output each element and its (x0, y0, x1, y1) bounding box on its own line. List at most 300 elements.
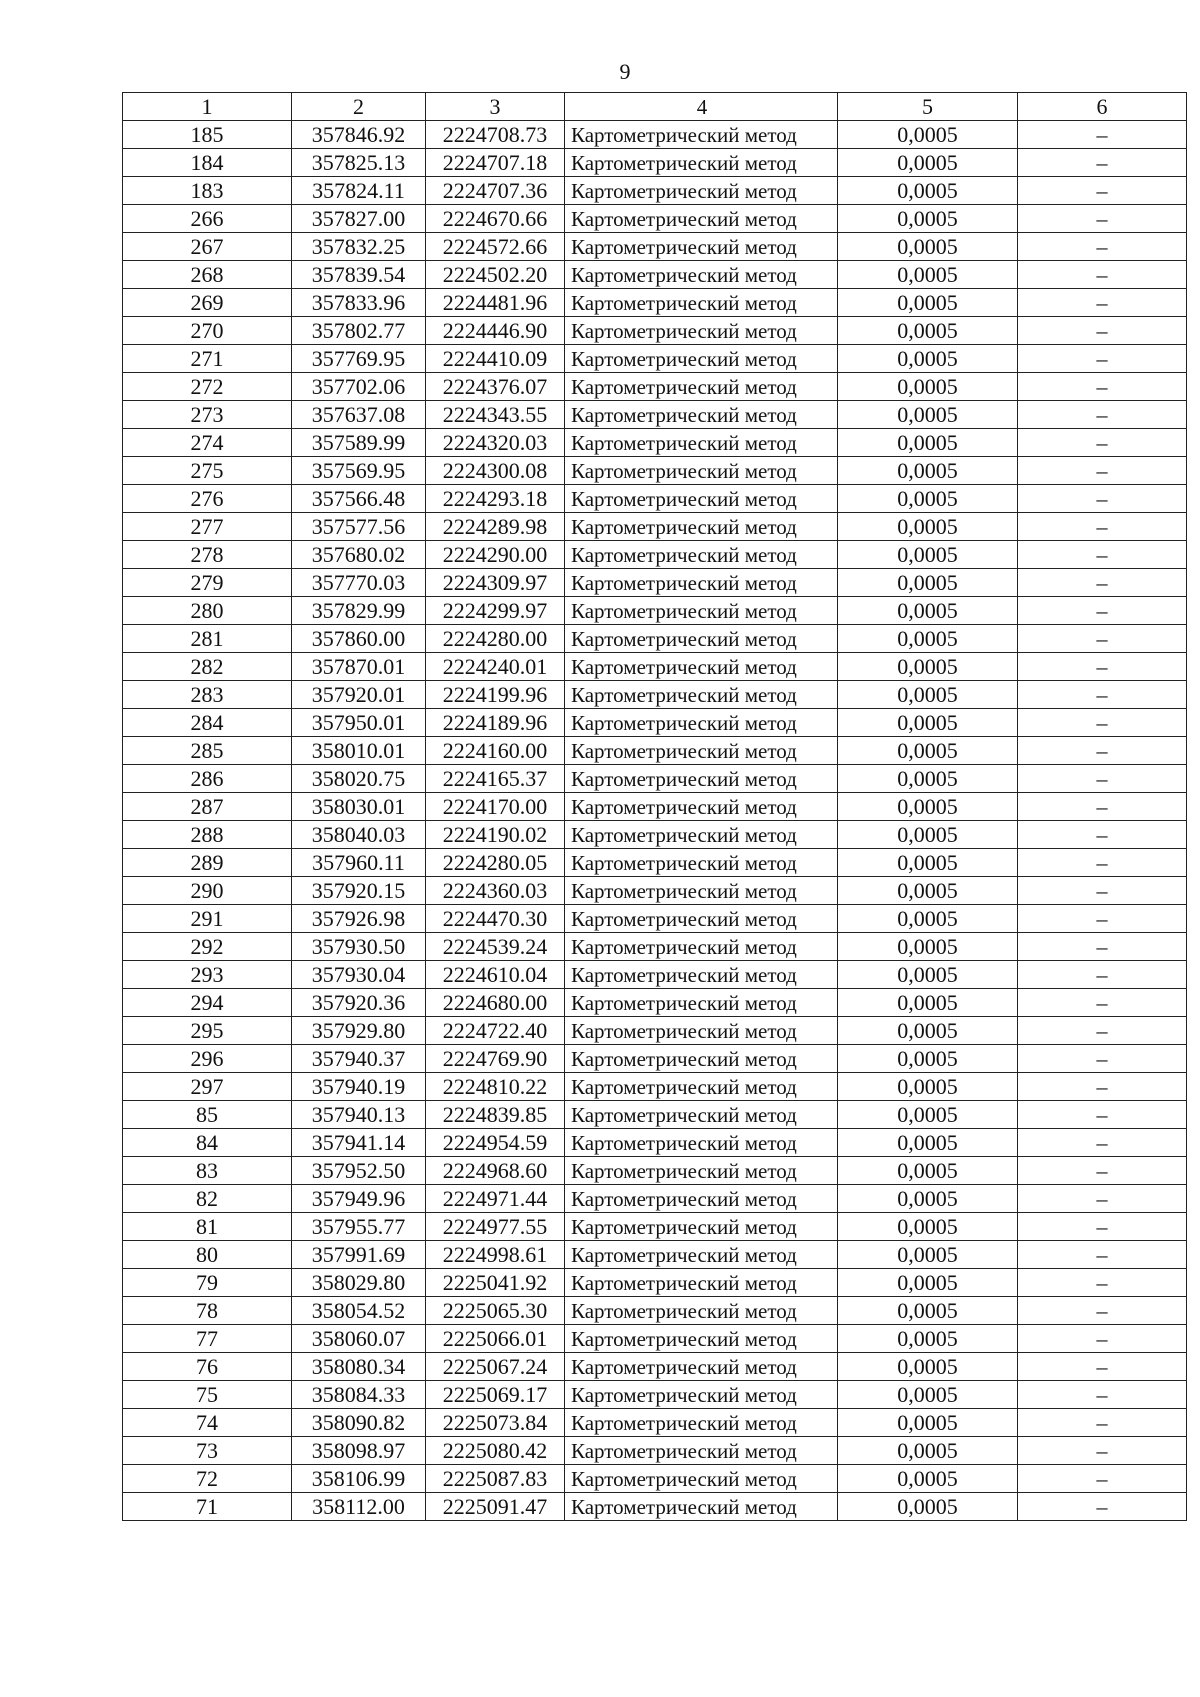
method-cell: Картометрический метод (565, 1437, 838, 1465)
description-cell: – (1018, 793, 1187, 821)
accuracy-cell: 0,0005 (838, 793, 1018, 821)
x-coordinate-cell: 357589.99 (292, 429, 426, 457)
table-row (123, 205, 1187, 233)
table-row (123, 401, 1187, 429)
y-coordinate-cell: 2224343.55 (426, 401, 565, 429)
x-coordinate-cell: 357702.06 (292, 373, 426, 401)
accuracy-cell: 0,0005 (838, 1437, 1018, 1465)
point-number-cell: 272 (123, 373, 292, 401)
description-cell: – (1018, 149, 1187, 177)
x-coordinate-cell: 357825.13 (292, 149, 426, 177)
method-cell: Картометрический метод (565, 1381, 838, 1409)
y-coordinate-cell: 2224707.18 (426, 149, 565, 177)
y-coordinate-cell: 2224300.08 (426, 457, 565, 485)
method-cell: Картометрический метод (565, 121, 838, 149)
x-coordinate-cell: 357940.19 (292, 1073, 426, 1101)
y-coordinate-cell: 2224470.30 (426, 905, 565, 933)
accuracy-cell: 0,0005 (838, 1101, 1018, 1129)
method-cell: Картометрический метод (565, 1129, 838, 1157)
method-cell: Картометрический метод (565, 653, 838, 681)
table-row (123, 233, 1187, 261)
accuracy-cell: 0,0005 (838, 485, 1018, 513)
y-coordinate-cell: 2224722.40 (426, 1017, 565, 1045)
description-cell: – (1018, 1437, 1187, 1465)
x-coordinate-cell: 357926.98 (292, 905, 426, 933)
method-cell: Картометрический метод (565, 1157, 838, 1185)
description-cell: – (1018, 653, 1187, 681)
table-row (123, 1297, 1187, 1325)
point-number-cell: 287 (123, 793, 292, 821)
y-coordinate-cell: 2224280.05 (426, 849, 565, 877)
accuracy-cell: 0,0005 (838, 1325, 1018, 1353)
accuracy-cell: 0,0005 (838, 1017, 1018, 1045)
description-cell: – (1018, 345, 1187, 373)
header-row (123, 93, 1187, 121)
description-cell: – (1018, 877, 1187, 905)
table-row (123, 1409, 1187, 1437)
y-coordinate-cell: 2224610.04 (426, 961, 565, 989)
point-number-cell: 297 (123, 1073, 292, 1101)
table-row (123, 625, 1187, 653)
y-coordinate-cell: 2224680.00 (426, 989, 565, 1017)
description-cell: – (1018, 1409, 1187, 1437)
x-coordinate-cell: 357770.03 (292, 569, 426, 597)
method-cell: Картометрический метод (565, 709, 838, 737)
table-row (123, 569, 1187, 597)
table-row (123, 1157, 1187, 1185)
accuracy-cell: 0,0005 (838, 177, 1018, 205)
method-cell: Картометрический метод (565, 933, 838, 961)
table-row (123, 709, 1187, 737)
description-cell: – (1018, 373, 1187, 401)
accuracy-cell: 0,0005 (838, 149, 1018, 177)
y-coordinate-cell: 2225080.42 (426, 1437, 565, 1465)
table-row (123, 849, 1187, 877)
accuracy-cell: 0,0005 (838, 877, 1018, 905)
description-cell: – (1018, 625, 1187, 653)
point-number-cell: 270 (123, 317, 292, 345)
accuracy-cell: 0,0005 (838, 205, 1018, 233)
y-coordinate-cell: 2224769.90 (426, 1045, 565, 1073)
description-cell: – (1018, 765, 1187, 793)
description-cell: – (1018, 849, 1187, 877)
method-cell: Картометрический метод (565, 905, 838, 933)
point-number-cell: 289 (123, 849, 292, 877)
description-cell: – (1018, 205, 1187, 233)
accuracy-cell: 0,0005 (838, 961, 1018, 989)
table-row (123, 1213, 1187, 1241)
method-cell: Картометрический метод (565, 541, 838, 569)
y-coordinate-cell: 2224280.00 (426, 625, 565, 653)
point-number-cell: 83 (123, 1157, 292, 1185)
description-cell: – (1018, 541, 1187, 569)
description-cell: – (1018, 1213, 1187, 1241)
method-cell: Картометрический метод (565, 1185, 838, 1213)
method-cell: Картометрический метод (565, 1045, 838, 1073)
method-cell: Картометрический метод (565, 765, 838, 793)
x-coordinate-cell: 358112.00 (292, 1493, 426, 1521)
table-row (123, 177, 1187, 205)
description-cell: – (1018, 1129, 1187, 1157)
point-number-cell: 278 (123, 541, 292, 569)
description-cell: – (1018, 485, 1187, 513)
y-coordinate-cell: 2224977.55 (426, 1213, 565, 1241)
method-cell: Картометрический метод (565, 345, 838, 373)
table-row (123, 1353, 1187, 1381)
y-coordinate-cell: 2225067.24 (426, 1353, 565, 1381)
y-coordinate-cell: 2224968.60 (426, 1157, 565, 1185)
y-coordinate-cell: 2224199.96 (426, 681, 565, 709)
table-row (123, 289, 1187, 317)
accuracy-cell: 0,0005 (838, 1241, 1018, 1269)
y-coordinate-cell: 2224190.02 (426, 821, 565, 849)
point-number-cell: 78 (123, 1297, 292, 1325)
table-row (123, 765, 1187, 793)
method-cell: Картометрический метод (565, 1073, 838, 1101)
description-cell: – (1018, 1325, 1187, 1353)
accuracy-cell: 0,0005 (838, 1269, 1018, 1297)
accuracy-cell: 0,0005 (838, 1465, 1018, 1493)
table-row (123, 877, 1187, 905)
accuracy-cell: 0,0005 (838, 765, 1018, 793)
point-number-cell: 82 (123, 1185, 292, 1213)
point-number-cell: 266 (123, 205, 292, 233)
accuracy-cell: 0,0005 (838, 121, 1018, 149)
x-coordinate-cell: 357920.01 (292, 681, 426, 709)
table-row (123, 1101, 1187, 1129)
description-cell: – (1018, 401, 1187, 429)
description-cell: – (1018, 709, 1187, 737)
description-cell: – (1018, 905, 1187, 933)
accuracy-cell: 0,0005 (838, 345, 1018, 373)
column-header-5: 5 (838, 93, 1018, 121)
x-coordinate-cell: 357940.37 (292, 1045, 426, 1073)
table-row (123, 149, 1187, 177)
method-cell: Картометрический метод (565, 1101, 838, 1129)
x-coordinate-cell: 357832.25 (292, 233, 426, 261)
y-coordinate-cell: 2224360.03 (426, 877, 565, 905)
table-row (123, 653, 1187, 681)
x-coordinate-cell: 357769.95 (292, 345, 426, 373)
point-number-cell: 73 (123, 1437, 292, 1465)
point-number-cell: 273 (123, 401, 292, 429)
table-row (123, 905, 1187, 933)
y-coordinate-cell: 2225087.83 (426, 1465, 565, 1493)
column-header-2: 2 (292, 93, 426, 121)
point-number-cell: 183 (123, 177, 292, 205)
table-row (123, 793, 1187, 821)
accuracy-cell: 0,0005 (838, 429, 1018, 457)
point-number-cell: 294 (123, 989, 292, 1017)
y-coordinate-cell: 2224240.01 (426, 653, 565, 681)
accuracy-cell: 0,0005 (838, 541, 1018, 569)
accuracy-cell: 0,0005 (838, 373, 1018, 401)
description-cell: – (1018, 289, 1187, 317)
table-row (123, 989, 1187, 1017)
table-row (123, 513, 1187, 541)
x-coordinate-cell: 358080.34 (292, 1353, 426, 1381)
y-coordinate-cell: 2224160.00 (426, 737, 565, 765)
table-row (123, 1241, 1187, 1269)
y-coordinate-cell: 2224810.22 (426, 1073, 565, 1101)
y-coordinate-cell: 2224189.96 (426, 709, 565, 737)
accuracy-cell: 0,0005 (838, 737, 1018, 765)
column-header-6: 6 (1018, 93, 1187, 121)
accuracy-cell: 0,0005 (838, 289, 1018, 317)
accuracy-cell: 0,0005 (838, 849, 1018, 877)
table-row (123, 1073, 1187, 1101)
x-coordinate-cell: 357833.96 (292, 289, 426, 317)
description-cell: – (1018, 1493, 1187, 1521)
method-cell: Картометрический метод (565, 569, 838, 597)
y-coordinate-cell: 2224170.00 (426, 793, 565, 821)
y-coordinate-cell: 2224290.00 (426, 541, 565, 569)
page-number: 9 (619, 59, 631, 84)
x-coordinate-cell: 357920.36 (292, 989, 426, 1017)
description-cell: – (1018, 1185, 1187, 1213)
accuracy-cell: 0,0005 (838, 1157, 1018, 1185)
x-coordinate-cell: 357860.00 (292, 625, 426, 653)
point-number-cell: 281 (123, 625, 292, 653)
description-cell: – (1018, 737, 1187, 765)
x-coordinate-cell: 357680.02 (292, 541, 426, 569)
table-row (123, 345, 1187, 373)
y-coordinate-cell: 2225066.01 (426, 1325, 565, 1353)
description-cell: – (1018, 933, 1187, 961)
accuracy-cell: 0,0005 (838, 933, 1018, 961)
y-coordinate-cell: 2224670.66 (426, 205, 565, 233)
point-number-cell: 280 (123, 597, 292, 625)
method-cell: Картометрический метод (565, 1325, 838, 1353)
y-coordinate-cell: 2225069.17 (426, 1381, 565, 1409)
description-cell: – (1018, 317, 1187, 345)
x-coordinate-cell: 358030.01 (292, 793, 426, 821)
x-coordinate-cell: 357577.56 (292, 513, 426, 541)
table-row (123, 457, 1187, 485)
point-number-cell: 74 (123, 1409, 292, 1437)
description-cell: – (1018, 1017, 1187, 1045)
point-number-cell: 293 (123, 961, 292, 989)
x-coordinate-cell: 357930.04 (292, 961, 426, 989)
point-number-cell: 292 (123, 933, 292, 961)
accuracy-cell: 0,0005 (838, 1297, 1018, 1325)
x-coordinate-cell: 357824.11 (292, 177, 426, 205)
column-header-3: 3 (426, 93, 565, 121)
y-coordinate-cell: 2224539.24 (426, 933, 565, 961)
accuracy-cell: 0,0005 (838, 625, 1018, 653)
table-row (123, 317, 1187, 345)
table-body (123, 121, 1187, 1521)
description-cell: – (1018, 513, 1187, 541)
y-coordinate-cell: 2225041.92 (426, 1269, 565, 1297)
y-coordinate-cell: 2224165.37 (426, 765, 565, 793)
y-coordinate-cell: 2224289.98 (426, 513, 565, 541)
column-header-1: 1 (123, 93, 292, 121)
description-cell: – (1018, 1353, 1187, 1381)
point-number-cell: 291 (123, 905, 292, 933)
x-coordinate-cell: 357566.48 (292, 485, 426, 513)
description-cell: – (1018, 1073, 1187, 1101)
table-header (123, 93, 1187, 121)
point-number-cell: 282 (123, 653, 292, 681)
table-row (123, 1493, 1187, 1521)
x-coordinate-cell: 357829.99 (292, 597, 426, 625)
x-coordinate-cell: 357941.14 (292, 1129, 426, 1157)
accuracy-cell: 0,0005 (838, 1409, 1018, 1437)
method-cell: Картометрический метод (565, 513, 838, 541)
point-number-cell: 286 (123, 765, 292, 793)
x-coordinate-cell: 357950.01 (292, 709, 426, 737)
method-cell: Картометрический метод (565, 205, 838, 233)
description-cell: – (1018, 989, 1187, 1017)
x-coordinate-cell: 357930.50 (292, 933, 426, 961)
y-coordinate-cell: 2224708.73 (426, 121, 565, 149)
method-cell: Картометрический метод (565, 821, 838, 849)
method-cell: Картометрический метод (565, 429, 838, 457)
description-cell: – (1018, 597, 1187, 625)
y-coordinate-cell: 2224998.61 (426, 1241, 565, 1269)
method-cell: Картометрический метод (565, 1269, 838, 1297)
accuracy-cell: 0,0005 (838, 709, 1018, 737)
accuracy-cell: 0,0005 (838, 681, 1018, 709)
accuracy-cell: 0,0005 (838, 1073, 1018, 1101)
table-row (123, 1017, 1187, 1045)
point-number-cell: 268 (123, 261, 292, 289)
x-coordinate-cell: 357949.96 (292, 1185, 426, 1213)
point-number-cell: 267 (123, 233, 292, 261)
accuracy-cell: 0,0005 (838, 1045, 1018, 1073)
x-coordinate-cell: 357802.77 (292, 317, 426, 345)
method-cell: Картометрический метод (565, 793, 838, 821)
x-coordinate-cell: 358020.75 (292, 765, 426, 793)
y-coordinate-cell: 2224707.36 (426, 177, 565, 205)
method-cell: Картометрический метод (565, 149, 838, 177)
x-coordinate-cell: 358090.82 (292, 1409, 426, 1437)
table-row (123, 821, 1187, 849)
column-header-4: 4 (565, 93, 838, 121)
point-number-cell: 81 (123, 1213, 292, 1241)
y-coordinate-cell: 2225073.84 (426, 1409, 565, 1437)
method-cell: Картометрический метод (565, 457, 838, 485)
table-row (123, 737, 1187, 765)
table-row (123, 121, 1187, 149)
description-cell: – (1018, 1381, 1187, 1409)
description-cell: – (1018, 261, 1187, 289)
accuracy-cell: 0,0005 (838, 569, 1018, 597)
table-row (123, 681, 1187, 709)
x-coordinate-cell: 357920.15 (292, 877, 426, 905)
method-cell: Картометрический метод (565, 317, 838, 345)
point-number-cell: 84 (123, 1129, 292, 1157)
accuracy-cell: 0,0005 (838, 989, 1018, 1017)
x-coordinate-cell: 357940.13 (292, 1101, 426, 1129)
description-cell: – (1018, 121, 1187, 149)
table-row (123, 1381, 1187, 1409)
point-number-cell: 75 (123, 1381, 292, 1409)
method-cell: Картометрический метод (565, 1241, 838, 1269)
point-number-cell: 296 (123, 1045, 292, 1073)
description-cell: – (1018, 1157, 1187, 1185)
x-coordinate-cell: 358010.01 (292, 737, 426, 765)
table-row (123, 485, 1187, 513)
x-coordinate-cell: 357569.95 (292, 457, 426, 485)
description-cell: – (1018, 681, 1187, 709)
y-coordinate-cell: 2224481.96 (426, 289, 565, 317)
method-cell: Картометрический метод (565, 1017, 838, 1045)
accuracy-cell: 0,0005 (838, 1213, 1018, 1241)
table-row (123, 597, 1187, 625)
method-cell: Картометрический метод (565, 485, 838, 513)
description-cell: – (1018, 177, 1187, 205)
x-coordinate-cell: 357870.01 (292, 653, 426, 681)
x-coordinate-cell: 358054.52 (292, 1297, 426, 1325)
y-coordinate-cell: 2224954.59 (426, 1129, 565, 1157)
description-cell: – (1018, 1465, 1187, 1493)
description-cell: – (1018, 1045, 1187, 1073)
table-row (123, 933, 1187, 961)
accuracy-cell: 0,0005 (838, 653, 1018, 681)
point-number-cell: 284 (123, 709, 292, 737)
accuracy-cell: 0,0005 (838, 233, 1018, 261)
table-row (123, 373, 1187, 401)
y-coordinate-cell: 2224320.03 (426, 429, 565, 457)
method-cell: Картометрический метод (565, 737, 838, 765)
y-coordinate-cell: 2224971.44 (426, 1185, 565, 1213)
x-coordinate-cell: 358029.80 (292, 1269, 426, 1297)
method-cell: Картометрический метод (565, 849, 838, 877)
method-cell: Картометрический метод (565, 681, 838, 709)
x-coordinate-cell: 357960.11 (292, 849, 426, 877)
y-coordinate-cell: 2225065.30 (426, 1297, 565, 1325)
accuracy-cell: 0,0005 (838, 1493, 1018, 1521)
accuracy-cell: 0,0005 (838, 1185, 1018, 1213)
x-coordinate-cell: 357839.54 (292, 261, 426, 289)
point-number-cell: 271 (123, 345, 292, 373)
table-row (123, 1437, 1187, 1465)
point-number-cell: 80 (123, 1241, 292, 1269)
method-cell: Картометрический метод (565, 289, 838, 317)
x-coordinate-cell: 357991.69 (292, 1241, 426, 1269)
method-cell: Картометрический метод (565, 961, 838, 989)
method-cell: Картометрический метод (565, 1297, 838, 1325)
accuracy-cell: 0,0005 (838, 457, 1018, 485)
point-number-cell: 275 (123, 457, 292, 485)
description-cell: – (1018, 1269, 1187, 1297)
y-coordinate-cell: 2224293.18 (426, 485, 565, 513)
table-row (123, 1325, 1187, 1353)
table-row (123, 541, 1187, 569)
accuracy-cell: 0,0005 (838, 597, 1018, 625)
table-row (123, 1185, 1187, 1213)
coordinates-table (122, 92, 1187, 1521)
method-cell: Картометрический метод (565, 373, 838, 401)
point-number-cell: 283 (123, 681, 292, 709)
point-number-cell: 185 (123, 121, 292, 149)
method-cell: Картометрический метод (565, 401, 838, 429)
point-number-cell: 295 (123, 1017, 292, 1045)
y-coordinate-cell: 2224299.97 (426, 597, 565, 625)
method-cell: Картометрический метод (565, 233, 838, 261)
x-coordinate-cell: 357827.00 (292, 205, 426, 233)
y-coordinate-cell: 2224376.07 (426, 373, 565, 401)
x-coordinate-cell: 357846.92 (292, 121, 426, 149)
point-number-cell: 290 (123, 877, 292, 905)
table-row (123, 1045, 1187, 1073)
point-number-cell: 71 (123, 1493, 292, 1521)
accuracy-cell: 0,0005 (838, 1381, 1018, 1409)
table-row (123, 1129, 1187, 1157)
accuracy-cell: 0,0005 (838, 401, 1018, 429)
